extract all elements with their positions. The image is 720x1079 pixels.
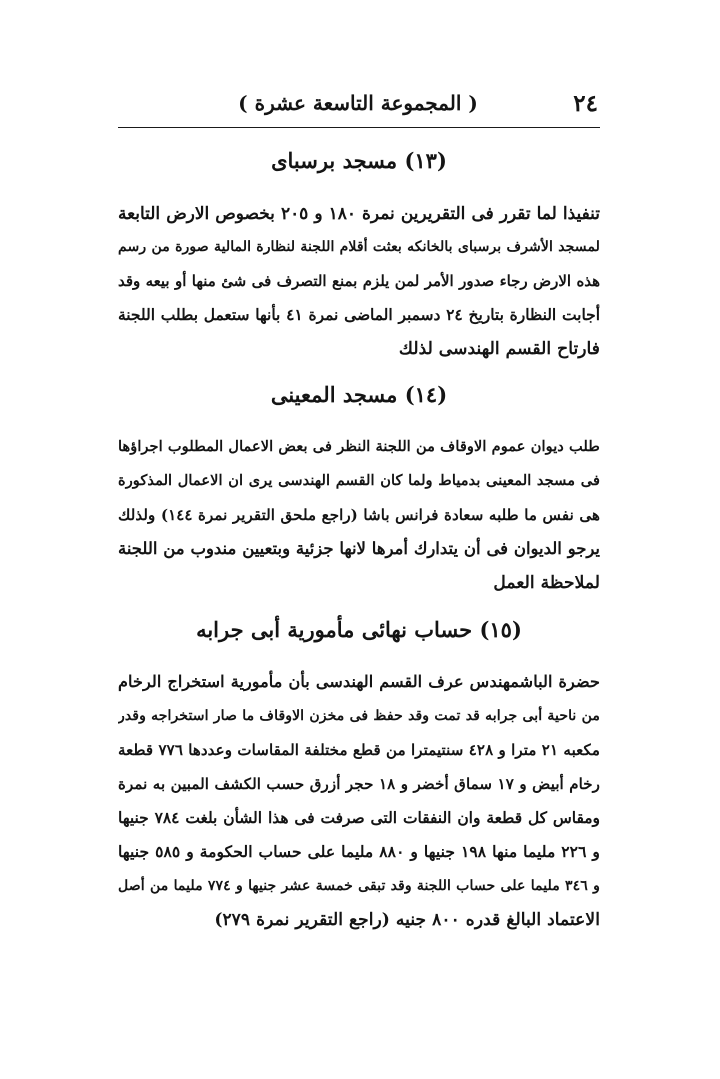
section-heading-13: (١٣) مسجد برسباى [271,148,447,173]
text-line: فى مسجد المعينى بدمياط ولما كان القسم الهندسى يرى ان الاعمال المذكورة [118,472,600,489]
text-line: تنفيذا لما تقرر فى التقريرين نمرة ١٨٠ و ٢٠٥ بخصوص الارض التابعة [118,203,600,223]
text-line: طلب ديوان عموم الاوقاف من اللجنة النظر فى بعض الاعمال المطلوب اجراؤها [118,438,600,455]
text-line: الاعتماد البالغ قدره ٨٠٠ جنيه (راجع التقرير نمرة ٢٧٩) [214,910,600,930]
text-line: لمسجد الأشرف برسباى بالخانكه بعثت أقلام اللجنة لنظارة المالية صورة من رسم [118,239,600,255]
text-line: هذه الارض رجاء صدور الأمر لمن يلزم بمنع التصرف فى شئ منها أو بيعه وقد [118,272,600,290]
text-line: لملاحظة العمل [493,573,600,593]
section-body-13 [118,196,600,366]
text-line: يرجو الديوان فى أن يتدارك أمرها لانها جزئية وبتعيين مندوب من اللجنة [118,539,600,558]
page-number: ٢٤ [573,90,598,117]
page-header [118,88,598,124]
text-line: أجابت النظارة بتاريخ ٢٤ دسمبر الماضى نمرة ٤١ بأنها ستعمل بطلب اللجنة [118,305,600,324]
text-line: هى نفس ما طلبه سعادة فرانس باشا (راجع ملحق التقرير نمرة ١٤٤) ولذلك [118,506,600,524]
text-line: فارتاح القسم الهندسى لذلك [398,339,600,359]
section-body-15 [118,665,600,937]
text-line: من ناحية أبى جرابه قد تمت وقد حفظ فى مخزن الاوقاف ما صار استخراجه وقدر [118,708,600,724]
running-title: ( المجموعة التاسعة عشرة ) [238,91,478,115]
section-heading-15: (١٥) حساب نهائى مأمورية أبى جرابه [196,617,522,642]
section-body-14 [118,430,600,600]
section-heading-14: (١٤) مسجد المعينى [270,382,448,407]
text-line: حضرة الباشمهندس عرف القسم الهندسى بأن مأمورية استخراج الرخام [118,672,600,691]
text-line: و ٣٤٦ مليما على حساب اللجنة وقد تبقى خمسة عشر جنيها و ٧٧٤ مليما من أصل [118,878,600,894]
text-line: ومقاس كل قطعة وان النفقات التى صرفت فى هذا الشأن بلغت ٧٨٤ جنيها [118,808,600,827]
text-line: و ٢٢٦ مليما منها ١٩٨ جنيها و ٨٨٠ مليما على حساب الحكومة و ٥٨٥ جنيها [118,842,600,861]
text-line: رخام أبيض و ١٧ سماق أخضر و ١٨ حجر أزرق حسب الكشف المبين به نمرة [118,775,600,793]
text-line: مكعبه ٢١ مترا و ٤٢٨ سنتيمترا من قطع مختلفة المقاسات وعددها ٧٧٦ قطعة [118,741,600,759]
header-rule [118,127,600,128]
